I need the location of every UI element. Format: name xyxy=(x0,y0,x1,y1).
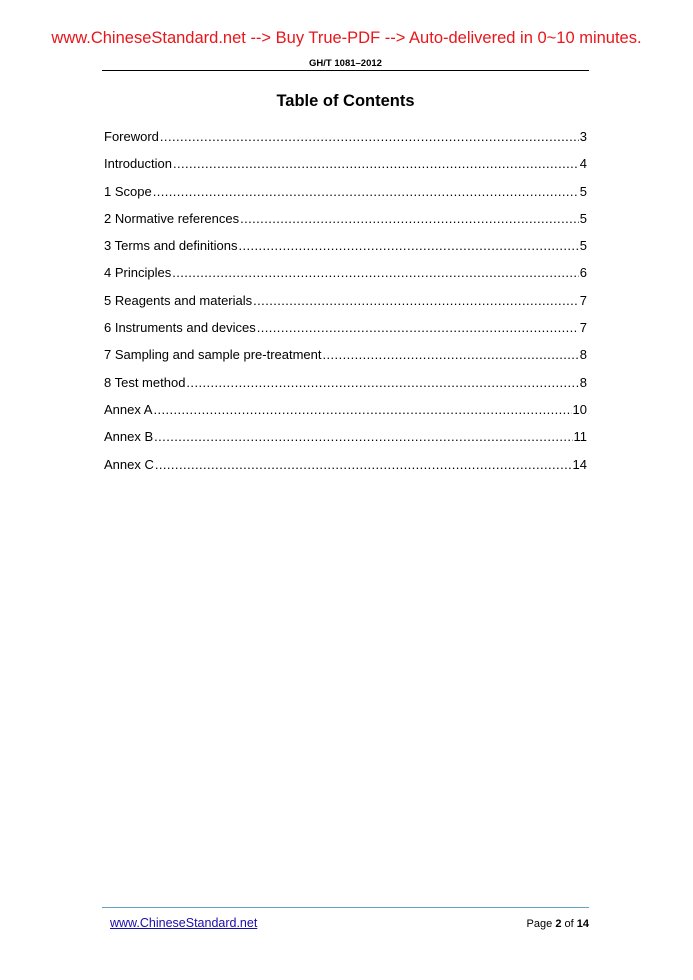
toc-entry-label: Annex C xyxy=(104,456,154,472)
toc-entry-label: 7 Sampling and sample pre-treatment xyxy=(104,347,322,363)
toc-entry-introduction[interactable] xyxy=(104,155,587,182)
dot-leader xyxy=(155,456,572,473)
toc-entry-terms-and-definitions[interactable] xyxy=(104,237,587,264)
page-prefix: Page xyxy=(526,918,553,930)
toc-entry-page: 6 xyxy=(579,265,587,281)
table-of-contents xyxy=(104,128,587,483)
header-divider xyxy=(102,70,589,71)
toc-entry-label: 4 Principles xyxy=(104,265,172,281)
dot-leader xyxy=(238,237,578,254)
toc-entry-page: 5 xyxy=(579,183,587,199)
page-of: of xyxy=(564,918,574,930)
dot-leader xyxy=(323,346,579,363)
toc-entry-page: 8 xyxy=(579,347,587,363)
toc-entry-page: 3 xyxy=(579,129,587,144)
toc-entry-page: 8 xyxy=(579,374,587,390)
toc-entry-annex-b[interactable] xyxy=(104,428,587,455)
toc-entry-label: 1 Scope xyxy=(104,183,152,199)
toc-entry-page: 4 xyxy=(579,156,587,172)
standard-code: GH/T 1081–2012 xyxy=(309,58,382,69)
toc-entry-label: Annex A xyxy=(104,401,153,417)
toc-entry-page: 5 xyxy=(579,238,587,254)
toc-title: Table of Contents xyxy=(276,92,415,110)
dot-leader xyxy=(172,264,579,281)
toc-entry-label: Annex B xyxy=(104,429,154,445)
page-indicator xyxy=(527,918,589,930)
dot-leader xyxy=(186,374,578,391)
page-total: 14 xyxy=(576,918,589,930)
toc-entry-label: 8 Test method xyxy=(104,374,186,390)
toc-entry-normative-references[interactable] xyxy=(104,210,587,237)
footer-website-link[interactable]: www.ChineseStandard.net xyxy=(110,916,258,930)
toc-entry-instruments-and-devices[interactable] xyxy=(104,319,587,346)
page-current: 2 xyxy=(555,918,562,930)
toc-entry-reagents-and-materials[interactable] xyxy=(104,292,587,319)
toc-entry-label: 3 Terms and definitions xyxy=(104,238,238,254)
dot-leader xyxy=(153,183,579,200)
dot-leader xyxy=(253,292,579,309)
dot-leader xyxy=(154,428,572,445)
promo-banner: www.ChineseStandard.net --> Buy True-PDF --> Auto-delivered in 0~10 minutes. xyxy=(51,29,642,47)
toc-entry-label: 6 Instruments and devices xyxy=(104,320,256,336)
toc-entry-annex-c[interactable] xyxy=(104,456,587,483)
toc-entry-label: 2 Normative references xyxy=(104,210,240,226)
toc-entry-page: 11 xyxy=(573,429,587,445)
dot-leader xyxy=(160,128,579,145)
toc-entry-page: 7 xyxy=(579,320,587,336)
toc-entry-scope[interactable] xyxy=(104,183,587,210)
toc-entry-label: Foreword xyxy=(104,129,159,144)
dot-leader xyxy=(240,210,579,227)
dot-leader xyxy=(257,319,579,336)
toc-entry-page: 10 xyxy=(572,401,587,417)
footer-divider xyxy=(102,907,589,908)
toc-entry-page: 7 xyxy=(579,292,587,308)
toc-entry-page: 5 xyxy=(579,210,587,226)
toc-entry-foreword[interactable] xyxy=(104,128,587,155)
toc-entry-sampling[interactable] xyxy=(104,346,587,373)
toc-entry-page: 14 xyxy=(572,456,587,472)
toc-entry-label: 5 Reagents and materials xyxy=(104,292,253,308)
toc-entry-principles[interactable] xyxy=(104,264,587,291)
toc-entry-label: Introduction xyxy=(104,156,172,172)
dot-leader xyxy=(153,401,571,418)
toc-entry-annex-a[interactable] xyxy=(104,401,587,428)
toc-entry-test-method[interactable] xyxy=(104,374,587,401)
dot-leader xyxy=(173,155,579,172)
